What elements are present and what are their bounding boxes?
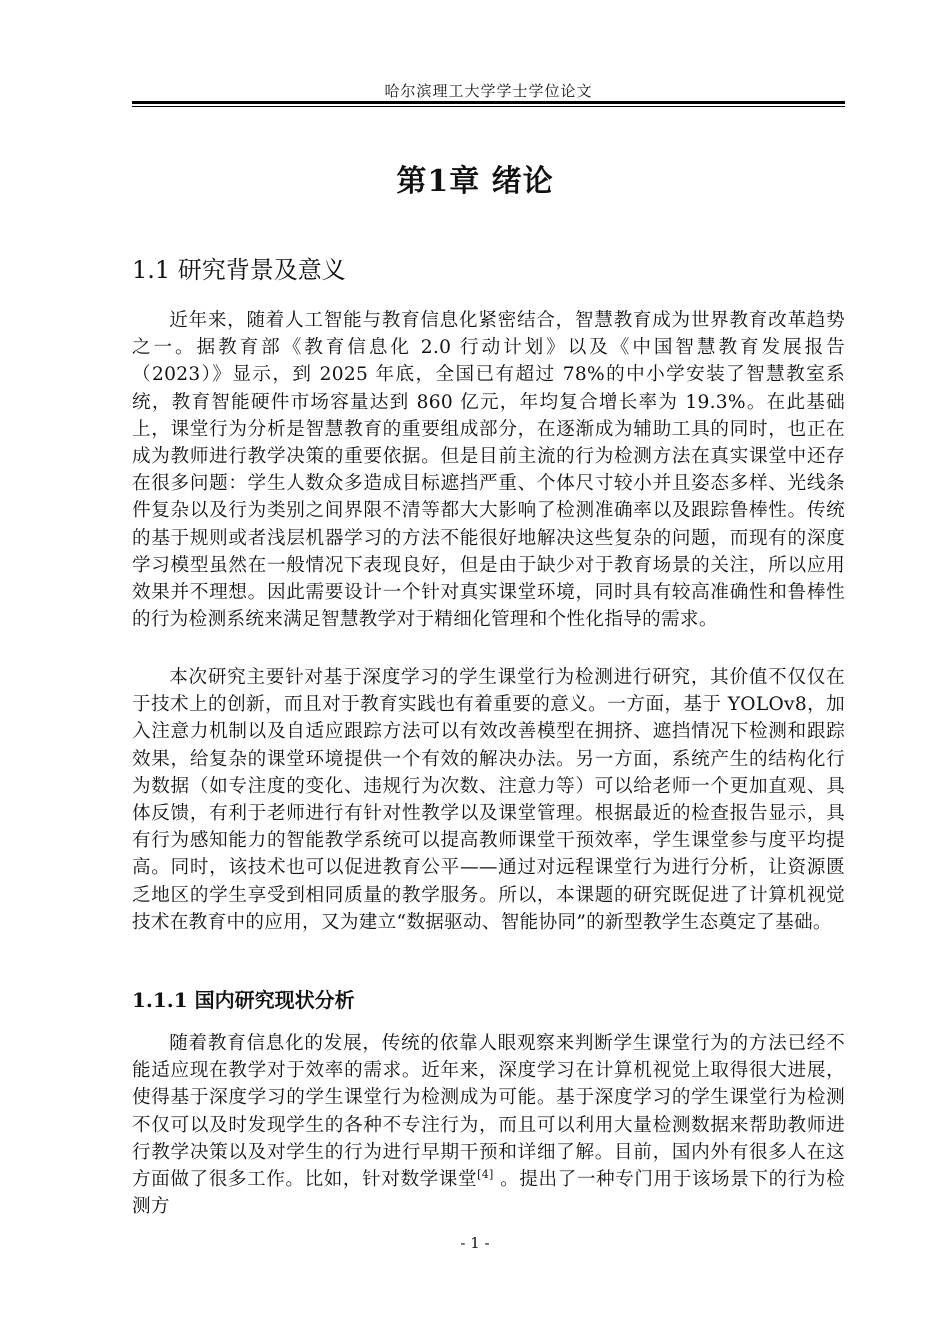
running-header: 哈尔滨理工大学学士学位论文: [384, 82, 593, 100]
paragraph-background: 近年来，随着人工智能与教育信息化紧密结合，智慧教育成为世界教育改革趋势之一。据教育部《教育信息化 2.0 行动计划》以及《中国智慧教育发展报告（2023）》显示，到 2025 年底，全国已有超过 78%的中小学安装了智慧教室系统，教育智能硬件市场容量达到 860 亿元，年均复合增长率为 19.3%。在此基础上，课堂行为分析是智慧教育的重要组成部分，在逐渐成为辅助工具的同时，也正在成为教师进行教学决策的重要依据。但是目前主流的行为检测方法在真实课堂中还存在很多问题：学生人数众多造成目标遮挡严重、个体尺寸较小并且姿态多样、光线条件复杂以及行为类别之间界限不清等都大大影响了检测准确率以及跟踪鲁棒性。传统的基于规则或者浅层机器学习的方法不能很好地解决这些复杂的问题，而现有的深度学习模型虽然在一般情况下表现良好，但是由于缺少对于教育场景的关注，所以应用效果并不理想。因此需要设计一个针对真实课堂环境，同时具有较高准确性和鲁棒性的行为检测系统来满足智慧教学对于精细化管理和个性化指导的需求。: [132, 310, 845, 631]
paragraph-significance: 本次研究主要针对基于深度学习的学生课堂行为检测进行研究，其价值不仅仅在于技术上的创新，而且对于教育实践也有着重要的意义。一方面，基于 YOLOv8，加入注意力机制以及自适应跟踪方法可以有效改善模型在拥挤、遮挡情况下检测和跟踪效果，给复杂的课堂环境提供一个有效的解决办法。另一方面，系统产生的结构化行为数据（如专注度的变化、违规行为次数、注意力等）可以给老师一个更加直观、具体反馈，有利于老师进行有针对性教学以及课堂管理。根据最近的检查报告显示，具有行为感知能力的智能教学系统可以提高教师课堂干预效率，学生课堂参与度平均提高。同时，该技术也可以促进教育公平——通过对远程课堂行为进行分析，让资源匮乏地区的学生享受到相同质量的教学服务。所以，本课题的研究既促进了计算机视觉技术在教育中的应用，又为建立“数据驱动、智能协同”的新型教学生态奠定了基础。: [132, 667, 845, 933]
chapter-title: 第1章 绪论: [396, 164, 554, 199]
header-rule-thick: [132, 101, 845, 104]
section-title: 1.1 研究背景及意义: [132, 256, 346, 284]
citation-link[interactable]: [4]: [477, 1167, 494, 1181]
subsection-title: 1.1.1 国内研究现状分析: [132, 988, 355, 1012]
paragraph-text-continued: 。提出了一种专门用于该场景下的行为检测方: [132, 1169, 845, 1218]
paragraph-text: 随着教育信息化的发展，传统的依靠人眼观察来判断学生课堂行为的方法已经不能适应现在教学对于效率的需求。近年来，深度学习在计算机视觉上取得很大进展，使得基于深度学习的学生课堂行为检测成为可能。基于深度学习的学生课堂行为检测不仅可以及时发现学生的各种不专注行为，而且可以利用大量检测数据来帮助教师进行教学决策以及对学生的行为进行早期干预和详细了解。目前，国内外有很多人在这方面做了很多工作。比如，针对数学课堂: [132, 1033, 845, 1191]
paragraph-domestic-research: [132, 1030, 845, 1220]
page-number: - 1 -: [460, 1234, 490, 1252]
header-rule-thin: [132, 106, 845, 107]
